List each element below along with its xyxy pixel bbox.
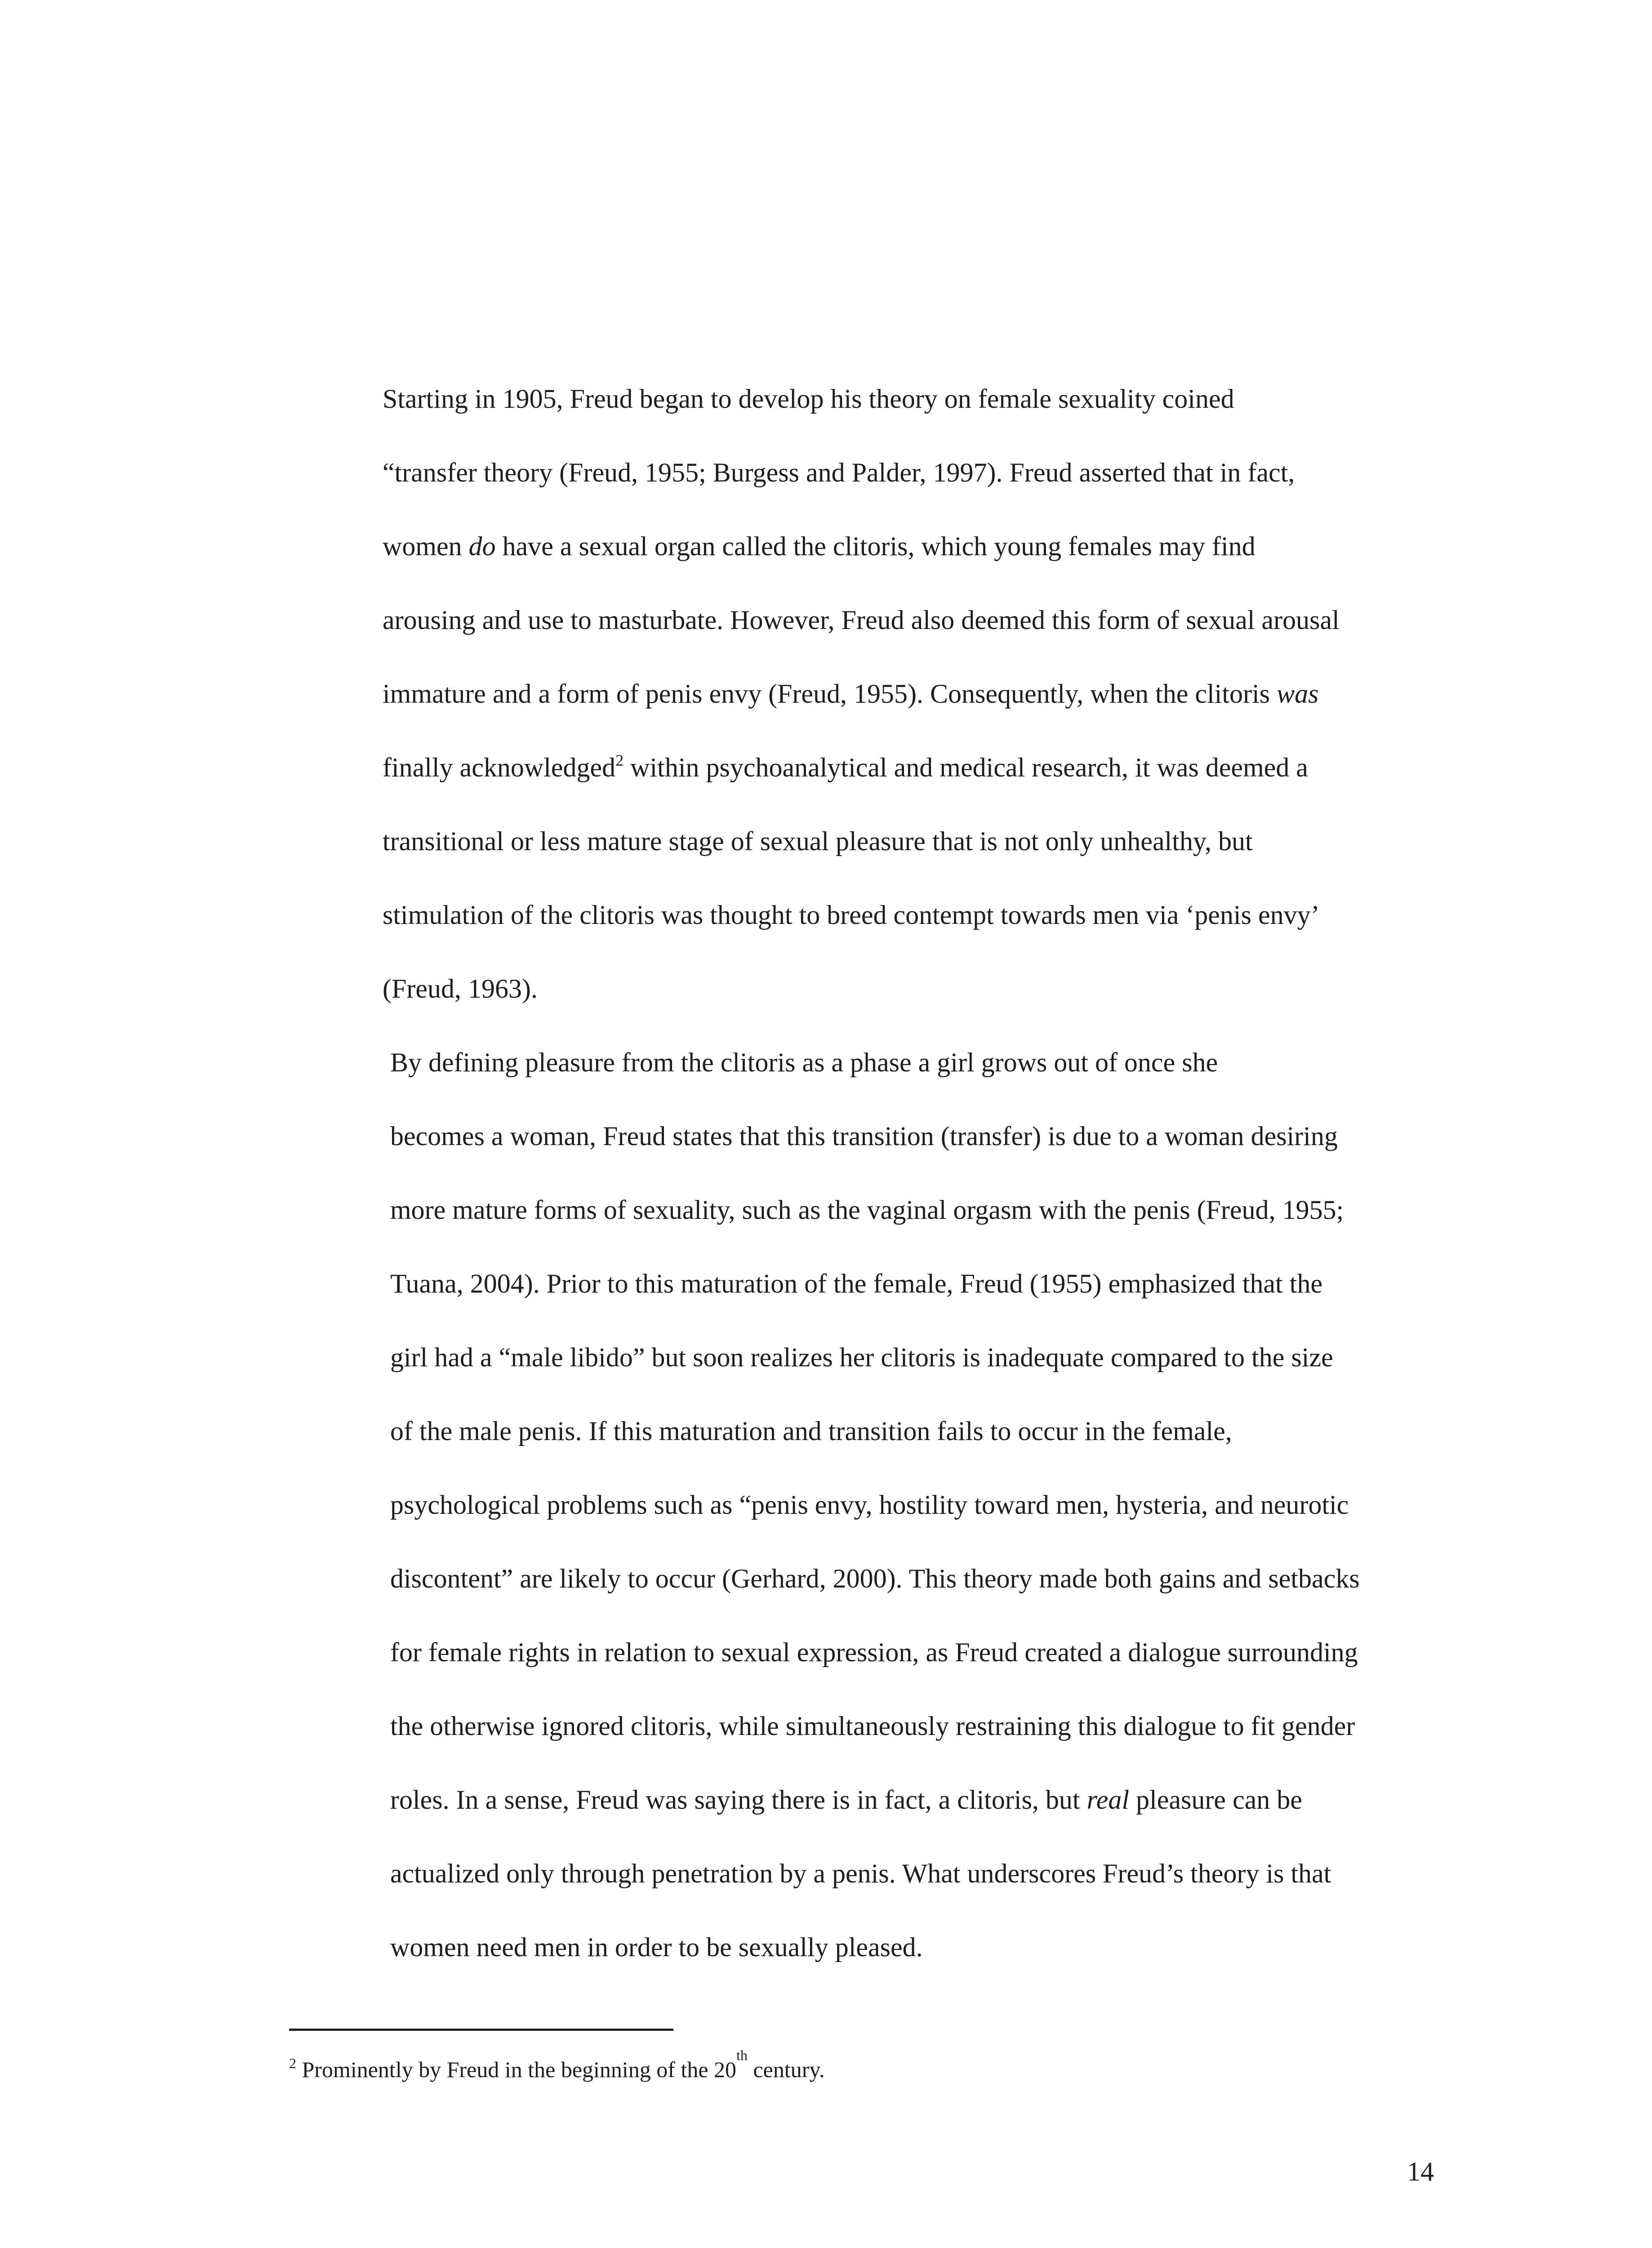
text-line <box>289 878 1433 952</box>
text-segment: more mature forms of sexuality, such as the vaginal orgasm with the penis (Freud, 1955; <box>390 1195 1344 1225</box>
text-segment: “transfer theory (Freud, 1955; Burgess and Palder, 1997). Freud asserted that in fact, <box>383 458 1295 487</box>
text-segment: (Freud, 1963). <box>383 974 538 1004</box>
footnote-separator <box>289 2029 673 2031</box>
text-line <box>289 1763 1433 1837</box>
footnote-marker: 2 <box>289 2055 296 2071</box>
text-segment: arousing and use to masturbate. However, Freud also deemed this form of sexual arousal <box>383 605 1340 635</box>
text-segment: immature and a form of penis envy (Freud, 1955). Consequently, when the clitoris <box>383 679 1277 709</box>
text-line <box>289 1689 1433 1763</box>
text-line <box>289 1026 1433 1099</box>
footnote-reference: 2 <box>615 751 624 769</box>
text-line <box>289 509 1433 583</box>
footnote-text-end: century. <box>747 2057 825 2082</box>
text-line <box>289 657 1433 731</box>
emphasized-word: real <box>1086 1785 1130 1815</box>
text-line <box>289 1837 1433 1910</box>
text-line <box>289 1910 1433 1984</box>
text-segment: transitional or less mature stage of sexual pleasure that is not only unhealthy, but <box>383 826 1253 856</box>
text-line <box>289 1320 1433 1394</box>
text-line <box>289 436 1433 509</box>
body-text <box>289 362 1433 1984</box>
text-line <box>289 1468 1433 1542</box>
text-segment: becomes a woman, Freud states that this transition (transfer) is due to a woman desiring <box>390 1121 1338 1151</box>
paragraph-1 <box>289 362 1433 1026</box>
text-segment: women need men in order to be sexually pleased. <box>390 1932 923 1962</box>
text-line <box>289 1099 1433 1173</box>
paragraph-2 <box>289 1026 1433 1984</box>
text-segment: By defining pleasure from the clitoris as a phase a girl grows out of once she <box>390 1048 1218 1077</box>
text-segment: have a sexual organ called the clitoris, which young females may find <box>495 531 1256 561</box>
text-segment: pleasure can be <box>1129 1785 1302 1815</box>
footnote-text: Prominently by Freud in the beginning of the 20 <box>296 2057 737 2082</box>
footnote <box>289 2047 1433 2087</box>
text-segment: girl had a “male libido” but soon realizes her clitoris is inadequate compared to the size <box>390 1343 1333 1372</box>
text-segment: psychological problems such as “penis envy, hostility toward men, hysteria, and neurotic <box>390 1490 1349 1520</box>
text-line <box>289 952 1433 1026</box>
page-number: 14 <box>1407 2157 1434 2186</box>
text-segment: of the male penis. If this maturation and transition fails to occur in the female, <box>390 1416 1232 1446</box>
emphasized-word: do <box>468 531 496 561</box>
text-line <box>289 804 1433 878</box>
text-segment: Tuana, 2004). Prior to this maturation of the female, Freud (1955) emphasized that the <box>390 1269 1322 1298</box>
text-line <box>289 362 1433 436</box>
footnote-superscript: th <box>736 2047 748 2064</box>
text-segment: roles. In a sense, Freud was saying there is in fact, a clitoris, but <box>390 1785 1087 1815</box>
text-segment: women <box>383 531 469 561</box>
text-segment: for female rights in relation to sexual expression, as Freud created a dialogue surrounding <box>390 1637 1358 1667</box>
text-segment: actualized only through penetration by a penis. What underscores Freud’s theory is that <box>390 1859 1331 1888</box>
text-line <box>289 731 1433 804</box>
text-segment: discontent” are likely to occur (Gerhard, 2000). This theory made both gains and setbacks <box>390 1564 1360 1593</box>
text-segment: within psychoanalytical and medical research, it was deemed a <box>623 753 1308 782</box>
text-segment: Starting in 1905, Freud began to develop his theory on female sexuality coined <box>383 384 1234 414</box>
text-line <box>289 1394 1433 1468</box>
text-line <box>289 1542 1433 1615</box>
text-segment: stimulation of the clitoris was thought to breed contempt towards men via ‘penis envy’ <box>383 900 1320 930</box>
emphasized-word: was <box>1277 679 1319 709</box>
text-line <box>289 1247 1433 1320</box>
text-segment: the otherwise ignored clitoris, while simultaneously restraining this dialogue to fit gender <box>390 1711 1355 1741</box>
text-line <box>289 1615 1433 1689</box>
text-segment: finally acknowledged <box>383 753 616 782</box>
text-line <box>289 583 1433 657</box>
text-line <box>289 1173 1433 1247</box>
